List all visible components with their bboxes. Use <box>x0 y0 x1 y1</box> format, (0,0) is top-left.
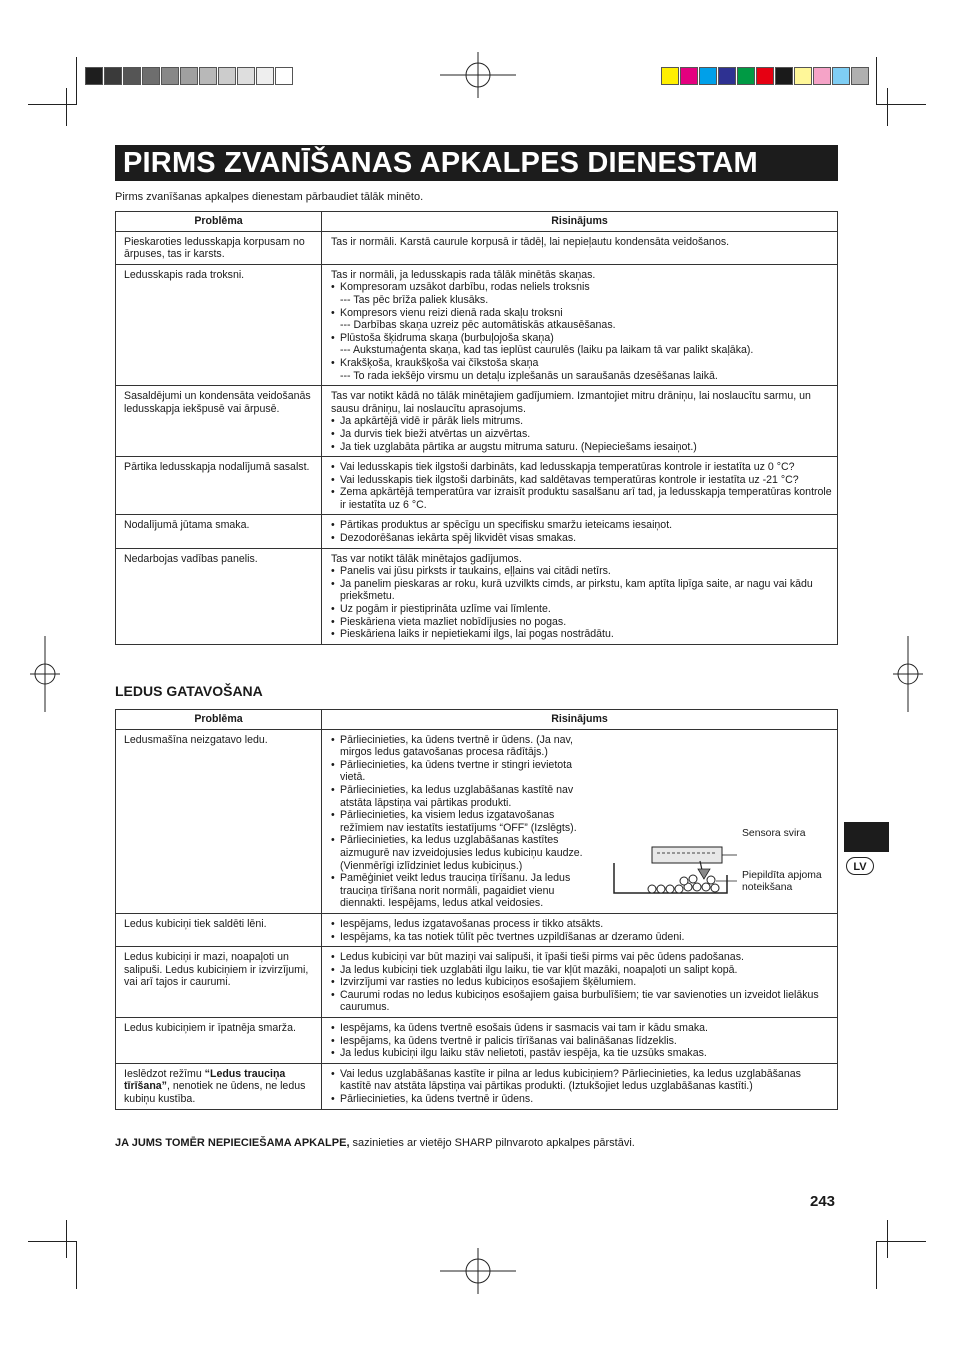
solution-item-text: Panelis vai jūsu pirksts ir taukains, eļļains vai citādi netīrs. <box>340 565 611 578</box>
language-tab <box>844 822 889 852</box>
problem-text-bold: “Ledus trauciņa tīrīšana” <box>124 1067 286 1093</box>
solution-item <box>331 1068 833 1093</box>
solution-item <box>331 578 833 603</box>
solution-item-text: Plūstoša šķidruma skaņa (burbuļojoša skaņa) <box>340 331 554 344</box>
solution-item <box>331 989 833 1014</box>
solution-item <box>331 332 833 357</box>
solution-item <box>331 307 833 332</box>
solution-item-text: Pārliecinieties, ka ūdens tvertnē ir ūdens. <box>340 1093 534 1106</box>
solution-item <box>331 628 833 641</box>
service-note <box>115 1137 635 1149</box>
solution-item-text: Caurumi rodas no ledus kubiciņos esošajiem gaisa burbulīšiem; tie var savienoties un izveidot lielākus caurumus. <box>340 988 819 1014</box>
table-row <box>116 1063 838 1109</box>
table-row <box>116 548 838 644</box>
problem-cell: Ledus kubiciņiem ir īpatnēja smarža. <box>116 1018 322 1064</box>
solution-item-text: Ledus kubiciņi var būt maziņi vai salipuši, it īpaši tieši pirms vai pēc ūdens padošanas. <box>340 951 744 964</box>
table-row <box>116 264 838 385</box>
title-bar <box>115 145 838 181</box>
solution-item-text: Ja apkārtējā vidē ir pārāk liels mitrums. <box>340 415 524 428</box>
problem-cell: Pārtika ledusskapja nodalījumā sasalst. <box>116 457 322 515</box>
solution-item <box>331 931 833 944</box>
problem-cell <box>116 1063 322 1109</box>
solution-item-text: Izvirzījumi var rasties no ledus kubiciņos esošajiem šķēlumiem. <box>340 976 637 989</box>
registration-mark-bottom <box>440 1248 516 1294</box>
color-swatch <box>661 67 679 85</box>
solution-item-text: Ja ledus kubiciņi tiek uzglabāti ilgu laiku, tie var kļūt mazāki, noapaļoti un salipt kopā. <box>340 963 738 976</box>
solution-cell <box>322 1063 838 1109</box>
color-swatch <box>104 67 122 85</box>
solution-item-text: • Pārliecinieties, ka visiem ledus izgatavošanas režīmiem nav iestatīts iestatījums “OFF” (Izslēgts). <box>340 809 577 834</box>
solution-item-text: Vai ledusskapis tiek ilgstoši darbināts, kad ledusskapja temperatūras kontrole ir iestatīta uz 0 °C? <box>340 461 795 474</box>
solution-item <box>331 486 833 511</box>
solution-list <box>331 415 833 453</box>
color-swatch <box>813 67 831 85</box>
service-note-bold: JA JUMS TOMĒR NEPIECIEŠAMA APKALPE, <box>115 1137 350 1149</box>
solution-item <box>331 784 593 809</box>
solution-item-text: Zema apkārtējā temperatūra var izraisīt produktu sasalšanu arī tad, ja ledusskapja temperatūras kontrole ir iestatīta uz 6 °C. <box>340 486 832 511</box>
solution-item <box>331 603 833 616</box>
solution-intro: Tas ir normāli. Karstā caurule korpusā ir tādēļ, lai nepieļautu kondensāta veidošanos. <box>331 235 730 248</box>
ice-maker-diagram <box>612 845 737 897</box>
solution-item-text: Pieskāriena laiks ir nepietiekami ilgs, lai pogas nostrādātu. <box>340 628 614 641</box>
solution-item <box>331 474 833 487</box>
solution-item-sub: --- Tas pēc brīža paliek klusāks. <box>340 293 489 306</box>
solution-item-text: Kompresors vienu reizi dienā rada skaļu troksni <box>340 306 563 319</box>
solution-item <box>331 281 833 306</box>
solution-item-text: Pieskāriena vieta mazliet nobīdījusies no pogas. <box>340 615 567 628</box>
service-note-rest: sazinieties ar vietējo SHARP pilnvaroto apkalpes pārstāvi. <box>349 1137 635 1149</box>
solution-item-text: Iespējams, ka tas notiek tūlīt pēc tvertnes uzpildīšanas ar dzeramo ūdeni. <box>340 930 685 943</box>
header-solution: Risinājums <box>322 710 838 730</box>
color-swatch <box>680 67 698 85</box>
diagram-label-sensor-lever: Sensora svira <box>742 828 806 839</box>
color-swatch <box>237 67 255 85</box>
color-swatch <box>161 67 179 85</box>
color-swatch <box>756 67 774 85</box>
solution-cell <box>322 947 838 1018</box>
page-title: PIRMS ZVANĪŠANAS APKALPES DIENESTAM <box>123 147 758 179</box>
solution-intro: Tas var notikt tālāk minētajos gadījumos. <box>331 552 522 565</box>
solution-intro: Tas var notikt kādā no tālāk minētajiem gadījumiem. Izmantojiet mitru drāniņu, lai noslaucītu sarmu, un sausu drāniņu, lai noslaucītu aprasojums. <box>331 390 811 415</box>
header-solution: Risinājums <box>322 212 838 232</box>
solution-cell <box>322 457 838 515</box>
section-heading-ice: LEDUS GATAVOŠANA <box>115 683 263 699</box>
solution-item <box>331 357 833 382</box>
color-swatch <box>718 67 736 85</box>
solution-item-text: • Pārliecinieties, ka ūdens tvertnē ir ūdens. (Ja nav, mirgos ledus gatavošanas procesa rādītājs.) <box>340 733 573 759</box>
solution-item <box>331 1093 833 1106</box>
problem-cell: Ledusmašīna neizgatavo ledu. <box>116 729 322 913</box>
color-swatch <box>832 67 850 85</box>
solution-item-text: Krakšķoša, kraukšķoša vai čīkstoša skaņa <box>340 356 539 369</box>
color-swatch <box>142 67 160 85</box>
registration-mark-right <box>893 636 923 712</box>
color-swatch <box>199 67 217 85</box>
solution-item <box>331 976 833 989</box>
solution-item-text: Ja tiek uzglabāta pārtika ar augstu mitruma saturu. (Nepieciešams iesaiņot.) <box>340 440 697 453</box>
problem-cell: Nedarbojas vadības panelis. <box>116 548 322 644</box>
solution-item-sub: --- To rada iekšējo virsmu un detaļu izplešanās un saraušanās dzesēšanas laikā. <box>340 369 718 382</box>
solution-item <box>331 565 833 578</box>
problem-cell: Pieskaroties ledusskapja korpusam no ārpuses, tas ir karsts. <box>116 231 322 264</box>
table-row <box>116 1018 838 1064</box>
solution-list <box>331 734 593 910</box>
solution-item <box>331 918 833 931</box>
table-row <box>116 457 838 515</box>
color-swatch <box>123 67 141 85</box>
solution-cell <box>322 515 838 548</box>
solution-item <box>331 951 833 964</box>
color-swatch <box>699 67 717 85</box>
table-row <box>116 386 838 457</box>
diagram-label-full-detection: Piepildīta apjoma noteikšana <box>742 870 822 893</box>
solution-item-text: Ja durvis tiek bieži atvērtas un aizvērtas. <box>340 427 531 440</box>
solution-cell <box>322 1018 838 1064</box>
solution-item-text: • Pamēģiniet veikt ledus trauciņa tīrīšanu. Ja ledus trauciņa tīrīšana norit normāli, pagaidiet vienu diennakti. Iespējams, ledus atkal veidosies. <box>340 872 571 910</box>
table-row <box>116 913 838 946</box>
solution-item <box>331 834 593 872</box>
language-badge: LV <box>846 857 874 875</box>
solution-list <box>331 1022 833 1060</box>
registration-mark-left <box>30 636 60 712</box>
solution-item-text: Vai ledus uzglabāšanas kastīte ir pilna ar ledus kubiciņiem? Pārliecinieties, ka ledus uzglabāšanas kastītē nav atstāta lāpstiņa vai pārtikas produkti. (Iztukšojiet ledus uzglabāšanas kastīti.) <box>340 1067 801 1093</box>
page-number: 243 <box>810 1193 836 1210</box>
solution-item <box>331 415 833 428</box>
solution-item-text: Iespējams, ledus izgatavošanas process ir tikko atsākts. <box>340 917 604 930</box>
color-swatch <box>275 67 293 85</box>
solution-item-text: Iespējams, ka ūdens tvertnē ir palicis tīrīšanas vai balināšanas līdzeklis. <box>340 1034 677 1047</box>
table-row <box>116 231 838 264</box>
solution-list <box>331 281 833 382</box>
solution-item-text: Vai ledusskapis tiek ilgstoši darbināts, kad saldētavas temperatūras kontrole ir iestatīta uz -21 °C? <box>340 473 799 486</box>
registration-mark-top <box>440 52 516 98</box>
header-problem: Problēma <box>116 212 322 232</box>
solution-item-text: • Pārliecinieties, ka ledus uzglabāšanas kastītē nav atstāta lāpstiņa vai pārtikas produkti. <box>340 783 574 809</box>
color-swatch <box>794 67 812 85</box>
solution-item <box>331 1035 833 1048</box>
troubleshooting-table <box>115 211 838 645</box>
header-problem: Problēma <box>116 710 322 730</box>
color-swatch <box>256 67 274 85</box>
solution-list <box>331 918 833 943</box>
solution-list <box>331 1068 833 1106</box>
solution-item-text: Ja panelim pieskaras ar roku, kurā uzvilkts cimds, ar pirkstu, kam aptīta lipīga saite, ar nagu vai kādu priekšmetu. <box>340 577 813 603</box>
problem-cell: Ledusskapis rada troksni. <box>116 264 322 385</box>
solution-item <box>331 734 593 759</box>
table-row <box>116 515 838 548</box>
solution-item <box>331 441 833 454</box>
solution-cell <box>322 386 838 457</box>
color-swatch <box>775 67 793 85</box>
solution-intro: Tas ir normāli, ja ledusskapis rada tālāk minētās skaņas. <box>331 268 596 281</box>
table-row <box>116 947 838 1018</box>
solution-item <box>331 964 833 977</box>
solution-list <box>331 519 833 544</box>
ice-making-table <box>115 709 838 1110</box>
solution-cell <box>322 548 838 644</box>
color-swatch <box>218 67 236 85</box>
problem-text-post: , nenotiek ne ūdens, ne ledus kubiņu kustība. <box>124 1080 306 1106</box>
solution-item-text: Dezodorēšanas iekārta spēj likvidēt visas smakas. <box>340 532 577 545</box>
color-swatch <box>85 67 103 85</box>
solution-item-sub: --- Darbības skaņa uzreiz pēc automātiskās atkausēšanas. <box>340 319 616 332</box>
solution-item-text: Kompresoram uzsākot darbību, rodas neliels troksnis <box>340 281 590 294</box>
solution-item <box>331 759 593 784</box>
problem-cell: Ledus kubiciņi tiek saldēti lēni. <box>116 913 322 946</box>
color-swatch <box>851 67 869 85</box>
solution-item-text: Uz pogām ir piestiprināta uzlīme vai līmlente. <box>340 603 551 616</box>
intro-text: Pirms zvanīšanas apkalpes dienestam pārbaudiet tālāk minēto. <box>115 191 424 203</box>
solution-cell <box>322 231 838 264</box>
solution-item <box>331 519 833 532</box>
color-swatch <box>737 67 755 85</box>
solution-list <box>331 461 833 511</box>
solution-item <box>331 1047 833 1060</box>
solution-item-text: • Pārliecinieties, ka ledus uzglabāšanas kastītes aizmugurē nav izveidojusies ledus kubiciņu kaudze. (Vienmērīgi izlīdziniet ledus kubiciņus.) <box>340 834 583 872</box>
solution-item-text: Pārtikas produktus ar spēcīgu un specifisku smaržu ieteicams iesaiņot. <box>340 519 673 532</box>
solution-item-sub: --- Aukstumaģenta skaņa, kad tas ieplūst caurulēs (laiku pa laikam tā var palikt skaļāka). <box>340 344 754 357</box>
solution-cell <box>322 264 838 385</box>
problem-cell: Nodalījumā jūtama smaka. <box>116 515 322 548</box>
solution-item-text: • Pārliecinieties, ka ūdens tvertne ir stingri ievietota vietā. <box>340 758 572 784</box>
color-swatch <box>180 67 198 85</box>
problem-cell: Sasaldējumi un kondensāta veidošanās ledusskapja iekšpusē vai ārpusē. <box>116 386 322 457</box>
problem-cell: Ledus kubiciņi ir mazi, noapaļoti un salipuši. Ledus kubiciņiem ir izvirzījumi, vai arī tajos ir caurumi. <box>116 947 322 1018</box>
solution-item <box>331 872 593 910</box>
solution-cell <box>322 913 838 946</box>
solution-item <box>331 428 833 441</box>
solution-item-text: Ja ledus kubiciņi ilgu laiku stāv nelietoti, pastāv iespēja, ka tie uzsūks smakas. <box>340 1047 707 1060</box>
solution-item <box>331 616 833 629</box>
problem-text-pre: Ieslēdzot režīmu <box>124 1067 205 1080</box>
solution-item <box>331 461 833 474</box>
solution-list <box>331 565 833 641</box>
solution-item <box>331 532 833 545</box>
solution-list <box>331 951 833 1014</box>
solution-item <box>331 809 593 834</box>
solution-item-text: Iespējams, ka ūdens tvertnē esošais ūdens ir sasmacis vai tam ir kādu smaka. <box>340 1022 708 1035</box>
solution-item <box>331 1022 833 1035</box>
